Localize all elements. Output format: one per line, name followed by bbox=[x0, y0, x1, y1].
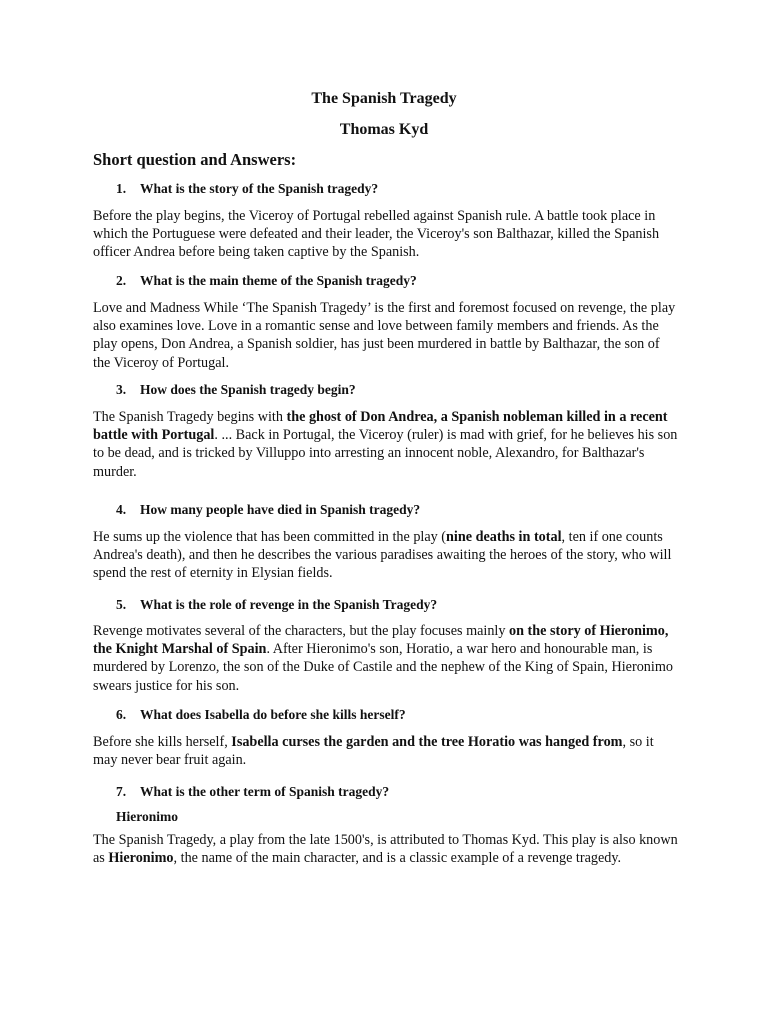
document-author: Thomas Kyd bbox=[339, 121, 429, 138]
document-title: The Spanish Tragedy bbox=[311, 90, 457, 107]
question-4 bbox=[116, 501, 420, 519]
question-text: How does the Spanish tragedy begin? bbox=[140, 382, 356, 397]
answer-6 bbox=[93, 733, 678, 769]
answer-text: , ten if one counts Andrea's death), and then he describes the various paradises awaiting the heroes of the story, who will spend the rest of eternity in Elysian fields. bbox=[93, 529, 672, 582]
answer-3 bbox=[93, 408, 678, 481]
answer-1 bbox=[93, 207, 678, 262]
question-number: 5. bbox=[116, 597, 127, 612]
question-text: What is the main theme of the Spanish tragedy? bbox=[140, 273, 417, 288]
answer-7-title: Hieronimo bbox=[116, 809, 178, 824]
answer-emphasis: on the story of Hieronimo, the Knight Marshal of Spain bbox=[93, 623, 669, 658]
answer-emphasis: nine deaths in total bbox=[446, 529, 562, 545]
question-2 bbox=[116, 272, 417, 290]
question-1 bbox=[116, 180, 378, 198]
answer-text: , so it may never bear fruit again. bbox=[93, 734, 654, 769]
question-7 bbox=[116, 783, 389, 801]
answer-4 bbox=[93, 528, 678, 583]
answer-text: Before she kills herself, bbox=[93, 734, 232, 750]
answer-5 bbox=[93, 622, 678, 695]
answer-text: . After Hieronimo's son, Horatio, a war hero and honourable man, is murdered by Lorenzo, the son of the Duke of Castile and the nephew of the King of Spain, Hieronimo swears justice for his son. bbox=[93, 641, 673, 694]
answer-emphasis: Hieronimo bbox=[108, 850, 174, 867]
answer-text: , the name of the main character, and is a classic example of a revenge tragedy. bbox=[173, 850, 622, 867]
answer-2 bbox=[93, 299, 678, 372]
question-text: What does Isabella do before she kills herself? bbox=[140, 707, 406, 722]
answer-text: The Spanish Tragedy begins with bbox=[93, 409, 287, 425]
question-text: What is the story of the Spanish tragedy? bbox=[140, 181, 379, 196]
question-6 bbox=[116, 706, 406, 724]
answer-emphasis: the ghost of Don Andrea, a Spanish nobleman killed in a recent battle with Portugal bbox=[93, 409, 668, 444]
question-number: 7. bbox=[116, 784, 127, 799]
answer-text: The Spanish Tragedy, a play from the late 1500's, is attributed to Thomas Kyd. This play is also known as bbox=[93, 832, 678, 867]
answer-text: Before the play begins, the Viceroy of Portugal rebelled against Spanish rule. A battle took place in which the Portuguese were defeated and their leader, the Viceroy's son Balthazar, killed the Spanish officer Andrea before being taken captive by the Spanish. bbox=[93, 208, 660, 261]
question-text: How many people have died in Spanish tragedy? bbox=[140, 502, 421, 517]
answer-text: Love and Madness While ‘The Spanish Tragedy’ is the first and foremost focused on revenge, the play also examines love. Love in a romantic sense and love between family members and friends. As the play opens, Don Andrea, a Spanish soldier, has just been murdered in battle by Balthazar, the son of the Viceroy of Portugal. bbox=[93, 300, 676, 371]
question-number: 1. bbox=[116, 181, 127, 196]
answer-emphasis: Isabella curses the garden and the tree Horatio was hanged from bbox=[231, 734, 623, 750]
question-number: 4. bbox=[116, 502, 127, 517]
answer-text: He sums up the violence that has been committed in the play ( bbox=[93, 529, 447, 545]
answer-text: Revenge motivates several of the characters, but the play focuses mainly bbox=[93, 623, 510, 639]
section-heading: Short question and Answers: bbox=[93, 150, 297, 169]
question-3 bbox=[116, 381, 356, 399]
question-number: 3. bbox=[116, 382, 127, 397]
answer-7 bbox=[93, 831, 678, 867]
question-number: 2. bbox=[116, 273, 127, 288]
question-5 bbox=[116, 596, 437, 614]
question-text: What is the other term of Spanish tragedy? bbox=[140, 784, 390, 799]
question-number: 6. bbox=[116, 707, 127, 722]
answer-text: . ... Back in Portugal, the Viceroy (ruler) is mad with grief, for he believes his son to be dead, and is tricked by Villuppo into arresting an innocent noble, Alexandro, for Balthazar's murder. bbox=[93, 427, 678, 480]
question-text: What is the role of revenge in the Spanish Tragedy? bbox=[140, 597, 438, 612]
